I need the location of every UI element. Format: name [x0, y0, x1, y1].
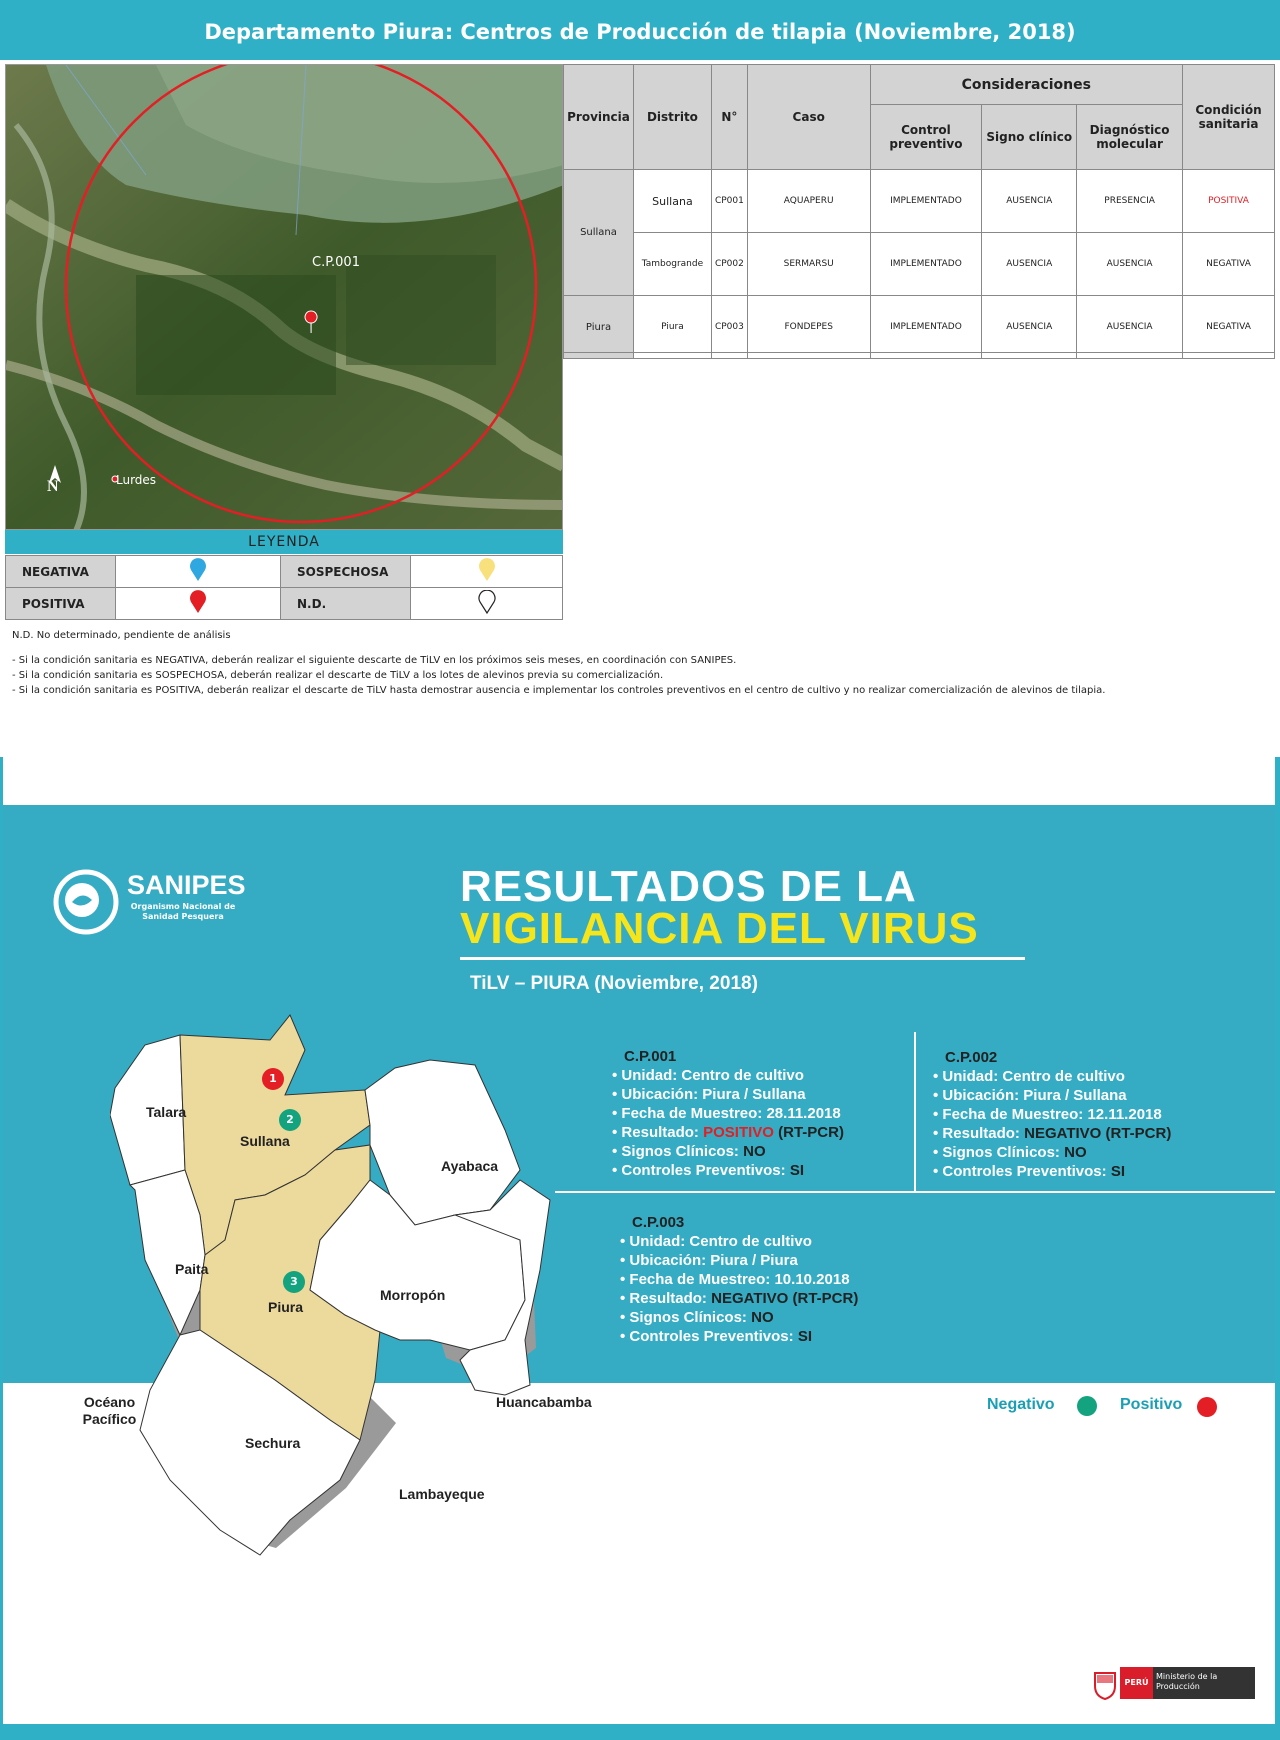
case-controles: • Controles Preventivos: SI	[933, 1162, 1171, 1181]
ministry-label: Ministerio de la Producción	[1156, 1672, 1218, 1691]
cell-condicion: POSITIVA	[1183, 170, 1275, 233]
legend-negativo-label: Negativo	[987, 1396, 1055, 1413]
case-cp001	[612, 1047, 844, 1180]
case-resultado: • Resultado: NEGATIVO (RT-PCR)	[933, 1124, 1171, 1143]
legend-title: LEYENDA	[5, 530, 563, 554]
case-resultado: • Resultado: NEGATIVO (RT-PCR)	[620, 1289, 858, 1308]
cell-condicion: NEGATIVA	[1183, 233, 1275, 296]
cell-provincia: Sullana	[564, 170, 634, 296]
case-cp003	[620, 1213, 858, 1346]
label-piura: Piura	[268, 1299, 304, 1315]
header-control: Control preventivo	[870, 105, 982, 170]
header-diagnostico: Diagnóstico molecular	[1077, 105, 1183, 170]
peru-label: PERÚ	[1120, 1667, 1153, 1699]
case-resultado: • Resultado: POSITIVO (RT-PCR)	[612, 1123, 844, 1142]
cell-caso: SERMARSU	[747, 233, 870, 296]
header-signo: Signo clínico	[982, 105, 1077, 170]
note-line: - Si la condición sanitaria es NEGATIVA, deberán realizar el siguiente descarte de TiLV en los próximos seis meses, en coordinación con SANIPES.	[12, 655, 737, 666]
case-cp002	[933, 1048, 1171, 1181]
cell-signo: AUSENCIA	[982, 170, 1077, 233]
cell-distrito: Sullana	[633, 170, 711, 233]
label-huancabamba: Huancabamba	[496, 1394, 592, 1410]
note-line: - Si la condición sanitaria es POSITIVA, deberán realizar el descarte de TiLV hasta demostrar ausencia e implementar los controles preventivos en el centro de cultivo y no realizar comercialización de alevinos de tilapia.	[12, 685, 1106, 696]
cell-control: IMPLEMENTADO	[870, 170, 982, 233]
legend-nd-marker	[411, 588, 563, 620]
north-label: N	[47, 478, 59, 495]
legend-negativa-label: NEGATIVA	[6, 556, 116, 588]
legend-positivo-label: Positivo	[1120, 1396, 1183, 1413]
header-numero: N°	[711, 65, 747, 170]
red-pin-icon	[188, 590, 208, 614]
case-unidad: • Unidad: Centro de cultivo	[933, 1067, 1171, 1086]
legend-sospechosa-marker	[411, 556, 563, 588]
legend-negativo-dot	[1077, 1396, 1097, 1416]
cell-distrito: Tambogrande	[633, 233, 711, 296]
case-signos: • Signos Clínicos: NO	[620, 1308, 858, 1327]
brand-name: SANIPES	[127, 870, 246, 900]
infographic-title-1: RESULTADOS DE LA	[460, 862, 917, 911]
case-code: C.P.003	[632, 1214, 685, 1231]
legend-table	[5, 555, 563, 620]
case-signos: • Signos Clínicos: NO	[933, 1143, 1171, 1162]
table-row	[564, 170, 1275, 233]
marker-label: C.P.001	[312, 255, 360, 270]
case-ubicacion: • Ubicación: Piura / Sullana	[933, 1086, 1171, 1105]
note-line: - Si la condición sanitaria es SOSPECHOSA, deberán realizar el descarte de TiLV a los lotes de alevinos previa su comercialización.	[12, 670, 664, 681]
label-ocean: Océano Pacífico	[82, 1394, 137, 1427]
map-point-2: 2	[279, 1109, 301, 1131]
legend-negativa-marker	[116, 556, 281, 588]
legend-positiva-label: POSITIVA	[6, 588, 116, 620]
empty-pin-icon	[477, 590, 497, 614]
header-consideraciones: Consideraciones	[870, 65, 1183, 105]
case-controles: • Controles Preventivos: SI	[612, 1161, 844, 1180]
legend-nd-label: N.D.	[281, 588, 411, 620]
sanipes-logo-icon	[52, 868, 120, 936]
cell-numero: CP003	[711, 296, 747, 359]
cell-control: IMPLEMENTADO	[870, 296, 982, 359]
cell-diagnostico: PRESENCIA	[1077, 170, 1183, 233]
label-sullana: Sullana	[240, 1133, 290, 1149]
notes	[12, 628, 1105, 698]
legend-positivo-dot	[1197, 1397, 1217, 1417]
note-nd: N.D. No determinado, pendiente de análisis	[12, 630, 231, 641]
case-unidad: • Unidad: Centro de cultivo	[620, 1232, 858, 1251]
case-fecha: • Fecha de Muestreo: 28.11.2018	[612, 1104, 844, 1123]
label-paita: Paita	[175, 1261, 209, 1277]
label-ayabaca: Ayabaca	[441, 1158, 499, 1174]
header-condicion: Condición sanitaria	[1183, 65, 1275, 170]
infographic-title-2: VIGILANCIA DEL VIRUS	[460, 904, 979, 953]
map-point-3: 3	[283, 1271, 305, 1293]
piura-region-map	[110, 1010, 610, 1560]
label-sechura: Sechura	[245, 1435, 301, 1451]
case-signos: • Signos Clínicos: NO	[612, 1142, 844, 1161]
header-distrito: Distrito	[633, 65, 711, 170]
results-table	[563, 64, 1275, 359]
header-caso: Caso	[747, 65, 870, 170]
header-provincia: Provincia	[564, 65, 634, 170]
cell-condicion: NEGATIVA	[1183, 296, 1275, 359]
cell-diagnostico: AUSENCIA	[1077, 233, 1183, 296]
case-fecha: • Fecha de Muestreo: 10.10.2018	[620, 1270, 858, 1289]
cell-signo: AUSENCIA	[982, 233, 1077, 296]
table-divider	[563, 350, 1275, 353]
cell-control: IMPLEMENTADO	[870, 233, 982, 296]
cell-distrito: Piura	[633, 296, 711, 359]
case-ubicacion: • Ubicación: Piura / Piura	[620, 1251, 858, 1270]
blue-pin-icon	[188, 558, 208, 582]
table-row	[564, 233, 1275, 296]
cell-provincia: Piura	[564, 296, 634, 359]
case-controles: • Controles Preventivos: SI	[620, 1327, 858, 1346]
info-divider-horizontal	[555, 1191, 1275, 1193]
brand-subtitle: Organismo Nacional de Sanidad Pesquera	[130, 902, 236, 921]
frame-right	[1275, 757, 1280, 1737]
cell-numero: CP001	[711, 170, 747, 233]
cell-caso: AQUAPERU	[747, 170, 870, 233]
infographic-subtitle: TiLV – PIURA (Noviembre, 2018)	[470, 973, 758, 994]
cell-signo: AUSENCIA	[982, 296, 1077, 359]
case-ubicacion: • Ubicación: Piura / Sullana	[612, 1085, 844, 1104]
case-unidad: • Unidad: Centro de cultivo	[612, 1066, 844, 1085]
cell-diagnostico: AUSENCIA	[1077, 296, 1183, 359]
cell-numero: CP002	[711, 233, 747, 296]
peru-shield-icon	[1092, 1670, 1118, 1700]
label-morropon: Morropón	[380, 1287, 446, 1303]
legend-sospechosa-label: SOSPECHOSA	[281, 556, 411, 588]
info-divider-vertical	[914, 1032, 916, 1192]
yellow-pin-icon	[477, 558, 497, 582]
frame-bottom	[0, 1724, 1280, 1740]
label-talara: Talara	[146, 1104, 187, 1120]
title-rule	[460, 957, 1025, 960]
satellite-map	[5, 64, 563, 530]
page-title: Departamento Piura: Centros de Producción de tilapia (Noviembre, 2018)	[0, 0, 1280, 60]
case-code: C.P.002	[945, 1049, 998, 1066]
cell-caso: FONDEPES	[747, 296, 870, 359]
map-point-1: 1	[262, 1068, 284, 1090]
case-fecha: • Fecha de Muestreo: 12.11.2018	[933, 1105, 1171, 1124]
case-code: C.P.001	[624, 1048, 677, 1065]
town-label: Lurdes	[116, 473, 157, 487]
label-lambayeque: Lambayeque	[399, 1486, 485, 1502]
legend-positiva-marker	[116, 588, 281, 620]
